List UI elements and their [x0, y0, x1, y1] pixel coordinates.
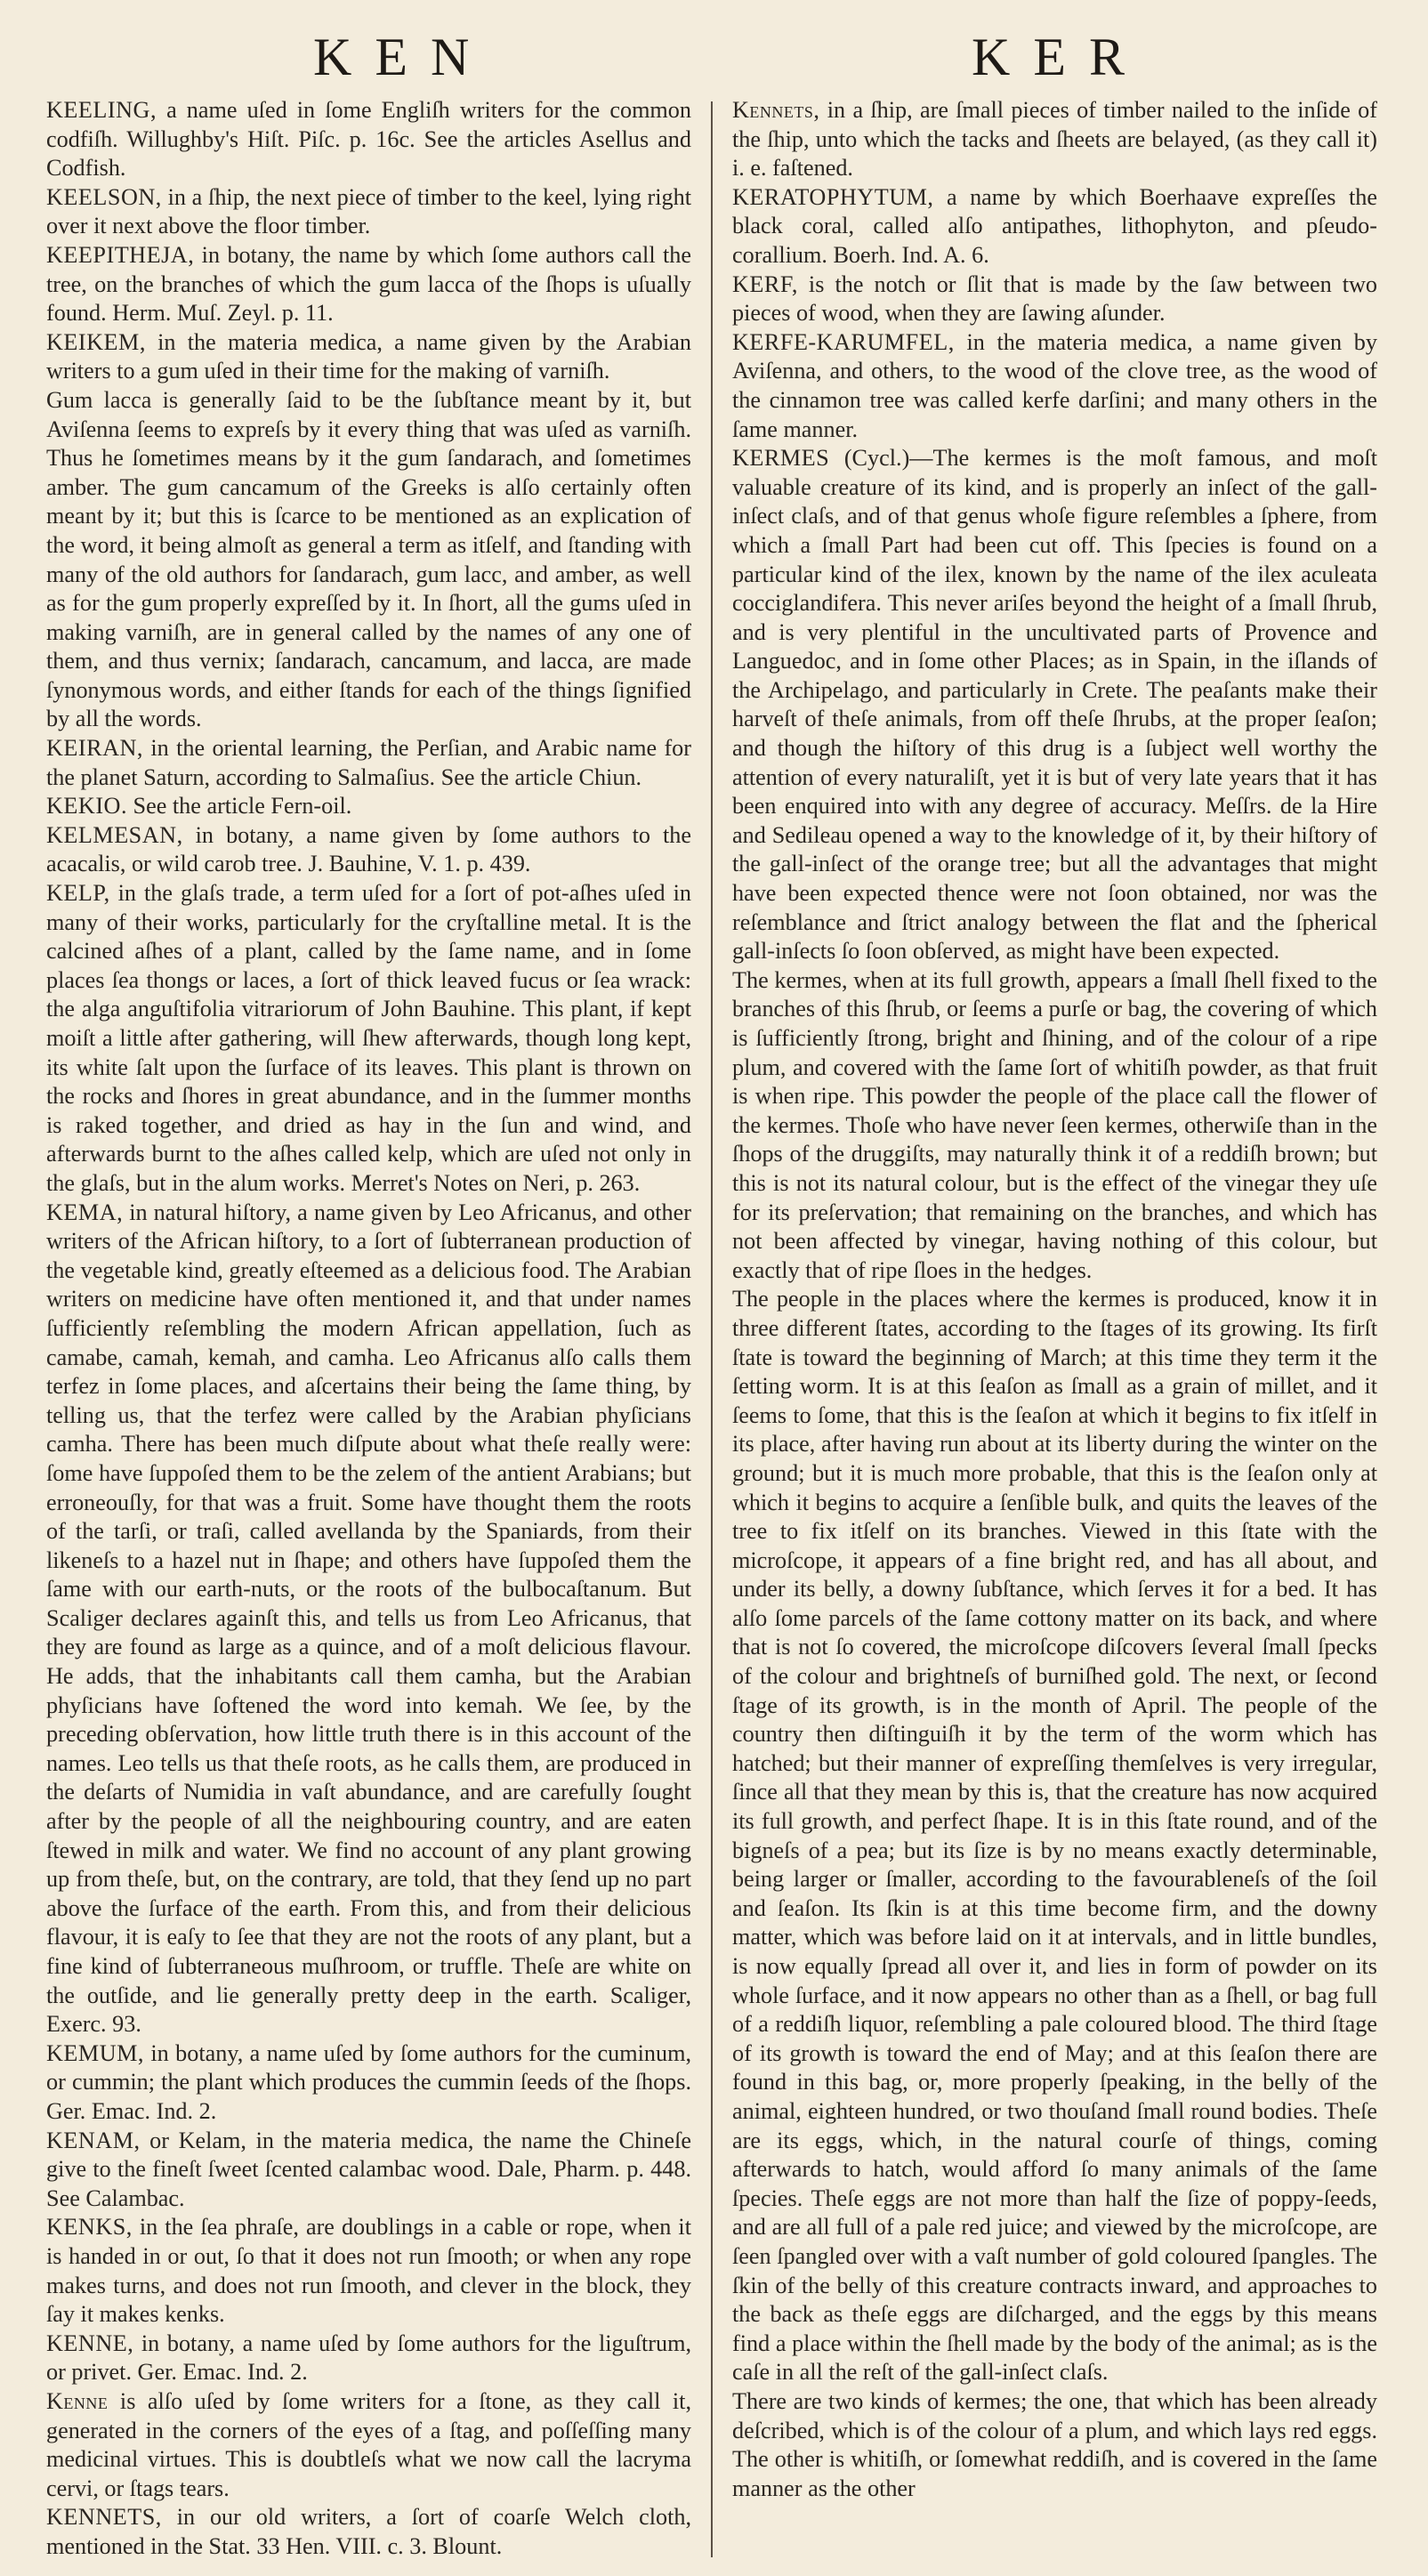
dictionary-entry: [46, 2387, 691, 2503]
entry-text: in natural hiſtory, a name given by Leo Africanus, and other writers of the African hiſtory, to a ſort of ſubterranean production of the vegetable kind, greatly eſteemed as a delicious food. The Arabian writers on medicine have often mentioned it, and that under names ſufficiently reſembling the modern African appellation, ſuch as camabe, camah, kemah, and camha. Leo Africanus alſo calls them terfez in ſome places, and aſcertains their being the ſame thing, by telling us, that the terfez were called by the Arabian phyſicians camha. There has been much diſpute about what theſe really were: ſome have ſuppoſed them to be the zelem of the antient Arabians; but erroneouſly, for that was a fruit. Some have thought them the roots of the tarſi, or traſi, called avellanda by the Spaniards, from their likeneſs to a hazel nut in ſhape; and others have ſuppoſed them the ſame with our earth-nuts, or the roots of the bulbocaſtanum. But Scaliger declares againſt this, and tells us from Leo Africanus, that they are found as large as a quince, and of a moſt delicious flavour. He adds, that the inhabitants call them camha, but the Arabian phyſicians have ſoftened the word into kemah. We ſee, by the preceding obſervation, how little truth there is in this account of the names. Leo tells us that theſe roots, as he calls them, are produced in the deſarts of Numidia in vaſt abundance, and are carefully ſought after by the people of all the neighbouring country, and are eaten ſtewed in milk and water. We find no account of any plant growing up from theſe, but, on the contrary, are told, that they ſend up no part above the ſurface of the earth. From this, and from their delicious flavour, it is eaſy to ſee that they are not the roots of any plant, but a fine kind of ſubterraneous muſhroom, or truffle. Theſe are white on the outſide, and lie generally pretty deep in the earth. Scaliger, Exerc. 93.: [46, 1199, 691, 2038]
entry-text: is the notch or ſlit that is made by the ſaw between two pieces of wood, when they are ſawing aſunder.: [732, 271, 1377, 327]
entry-text: or Kelam, in the materia medica, the name the Chineſe give to the fineſt ſweet ſcented calambac wood. Dale, Pharm. p. 448. See Calambac.: [46, 2127, 691, 2211]
dictionary-entry: [46, 183, 691, 241]
dictionary-entry: [732, 1285, 1377, 2387]
entry-headword: KEELSON,: [46, 183, 162, 210]
dictionary-entry: [46, 2330, 691, 2387]
dictionary-entry: [46, 2127, 691, 2214]
dictionary-entry: [46, 241, 691, 328]
entry-headword: KEKIO.: [46, 793, 127, 820]
entry-text: (Cycl.)—The kermes is the moſt famous, and moſt valuable creature of its kind, and is properly an inſect of the gall-inſect claſs, and of that genus whoſe figure reſembles a ſphere, from which a ſmall Part had been cut off. This ſpecies is found on a particular kind of the ilex, known by the name of the ilex aculeata cocciglandifera. This never ariſes beyond the height of a ſmall ſhrub, and is very plentiful in the uncultivated parts of Provence and Languedoc, and in ſome other Places; as in Spain, in the iſlands of the Archipelago, and particularly in Crete. The peaſants make their harveſt of theſe animals, from off theſe ſhrubs, at the proper ſeaſon; and though the hiſtory of this drug is a ſubject well worthy the attention of every naturaliſt, yet it is but of very late years that it has been enquired into with any degree of accuracy. Meſſrs. de la Hire and Sedileau opened a way to the knowledge of it, by their hiſtory of the gall-inſect of the orange tree; but all the advantages that might have been expected thence were not ſoon obtained, nor was the reſemblance and ſtrict analogy between the flat and the ſpherical gall-inſects ſo ſoon obſerved, as might have been expected.: [732, 445, 1377, 965]
dictionary-entry: [732, 2387, 1377, 2503]
entry-text: There are two kinds of kermes; the one, that which has been already deſcribed, which is of the colour of a plum, and which lays red eggs. The other is whitiſh, or ſomewhat reddiſh, and is covered in the ſame manner as the other: [732, 2387, 1377, 2501]
entry-headword: Kennets,: [732, 97, 820, 123]
dictionary-entry: [732, 966, 1377, 1286]
text-columns: [46, 96, 1382, 2561]
entry-headword: KENNE,: [46, 2330, 134, 2356]
dictionary-entry: [46, 386, 691, 734]
dictionary-entry: [732, 271, 1377, 328]
dictionary-entry: [46, 2503, 691, 2561]
entry-headword: KELP,: [46, 880, 110, 907]
entry-text: in a ſhip, are ſmall pieces of timber nailed to the inſide of the ſhip, unto which the tacks and ſheets are belayed, (as they call it) i. e. faſtened.: [732, 97, 1377, 182]
entry-text: in the materia medica, a name given by Aviſenna, and others, to the wood of the clove tree, as the wood of the cinnamon tree was called kerfe darſini; and many others in the ſame manner.: [732, 328, 1377, 442]
entry-text: in the glaſs trade, a term uſed for a ſort of pot-aſhes uſed in many of their works, particularly for the cryſtalline metal. It is the calcined aſhes of a plant, called by the ſame name, and in ſome places ſea thongs or laces, a ſort of thick leaved fucus or ſea wrack: the alga anguſtifolia vitrariorum of John Bauhine. This plant, if kept moiſt a little after gathering, will ſhew afterwards, though long kept, its white ſalt upon the ſurface of its leaves. This plant is thrown on the rocks and ſhores in great abundance, and in the ſummer months is raked together, and dried as hay in the ſun and wind, and afterwards burnt to the aſhes called kelp, which are uſed not only in the glaſs, but in the alum works. Merret's Notes on Neri, p. 263.: [46, 880, 691, 1196]
entry-text: in the materia medica, a name given by the Arabian writers to a gum uſed in their time for the making of varniſh.: [46, 328, 691, 384]
entry-headword: KERATOPHYTUM,: [732, 183, 934, 210]
dictionary-entry: [732, 96, 1377, 183]
entry-text: Gum lacca is generally ſaid to be the ſubſtance meant by it, but Aviſenna ſeems to expreſs by it every thing that was uſed as varniſh. Thus he ſometimes means by it the gum ſandarach, and ſometimes amber. The gum cancamum of the Greeks is alſo certainly often meant by it; but this is ſcarce to be mentioned as an explication of the word, it being almoſt as general a term as itſelf, and ſtanding with many of the old authors for ſandarach, gum lacc, and amber, as well as for the gum properly expreſſed by it. In ſhort, all the gums uſed in making varniſh, are in general called by the names of any one of them, and thus vernix; ſandarach, cancamum, and lacca, are made ſynonymous words, and either ſtands for each of the things ſignified by all the words.: [46, 386, 691, 732]
entry-text: in botany, a name uſed by ſome authors for the cuminum, or cummin; the plant which produces the cummin ſeeds of the ſhops. Ger. Emac. Ind. 2.: [46, 2039, 691, 2124]
dictionary-entry: [46, 734, 691, 792]
dictionary-entry: [46, 96, 691, 183]
entry-headword: KENKS,: [46, 2214, 133, 2241]
entry-headword: KEMA,: [46, 1199, 124, 1225]
dictionary-entry: [46, 328, 691, 386]
entry-headword: Kenne: [46, 2387, 109, 2414]
entry-text: in a ſhip, the next piece of timber to the keel, lying right over it next above the floor timber.: [46, 183, 691, 239]
dictionary-entry: [732, 183, 1377, 271]
page-header: [46, 27, 1382, 89]
dictionary-entry: [46, 821, 691, 879]
dictionary-entry: [46, 2039, 691, 2127]
dictionary-entry: [46, 1199, 691, 2039]
entry-headword: KENNETS,: [46, 2504, 162, 2531]
running-head-right: KER: [972, 28, 1148, 86]
entry-headword: KEIKEM,: [46, 328, 146, 355]
left-column: [46, 96, 711, 2561]
entry-headword: KELMESAN,: [46, 821, 183, 848]
dictionary-entry: [732, 328, 1377, 444]
entry-text: in our old writers, a ſort of coarſe Welch cloth, mentioned in the Stat. 33 Hen. VIII. c. 3. Blount.: [46, 2504, 691, 2559]
dictionary-entry: [46, 792, 691, 821]
right-column: [713, 96, 1377, 2561]
entry-headword: KERMES: [732, 445, 830, 472]
entry-text: The kermes, when at its full growth, appears a ſmall ſhell fixed to the branches of this ſhrub, or ſeems a purſe or bag, the covering of which is ſufficiently ſtrong, bright and ſhining, and of the colour of a ripe plum, and covered with the ſame ſort of whitiſh powder, as that fruit is when ripe. This powder the people of the place call the flower of the kermes. Thoſe who have never ſeen kermes, otherwiſe than in the ſhops of the druggiſts, may naturally think it of a reddiſh brown; but this is not its natural colour, but is the effect of the vinegar they uſe for its preſervation; that remaining on the branches, and which has not been affected by vinegar, having nothing of this colour, but exactly that of ripe ſloes in the hedges.: [732, 966, 1377, 1283]
entry-text: a name uſed in ſome Engliſh writers for the common codfiſh. Willughby's Hiſt. Piſc. p. 16c. See the articles Asellus and Codfish.: [46, 97, 691, 182]
entry-text: in botany, a name uſed by ſome authors for the liguſtrum, or privet. Ger. Emac. Ind. 2.: [46, 2330, 691, 2386]
dictionary-entry: [732, 444, 1377, 966]
running-head-left: KEN: [313, 28, 493, 86]
entry-text: in the oriental learning, the Perſian, and Arabic name for the planet Saturn, according to Salmaſius. See the article Chiun.: [46, 735, 691, 790]
entry-text: in botany, a name given by ſome authors to the acacalis, or wild carob tree. J. Bauhine, V. 1. p. 439.: [46, 821, 691, 877]
entry-text: See the article Fern-oil.: [127, 793, 352, 820]
entry-headword: KEMUM,: [46, 2039, 144, 2066]
entry-text: a name by which Boerhaave expreſſes the black coral, called alſo antipathes, lithophyton, and pſeudo-corallium. Boerh. Ind. A. 6.: [732, 183, 1377, 268]
entry-headword: KEIRAN,: [46, 735, 143, 762]
dictionary-entry: [46, 879, 691, 1199]
entry-text: in the ſea phraſe, are doublings in a cable or rope, when it is handed in or out, ſo that it does not run ſmooth; or when any rope makes turns, and does not run ſmooth, and clever in the block, they ſay it makes kenks.: [46, 2214, 691, 2328]
entry-headword: KEELING,: [46, 97, 157, 123]
entry-text: is alſo uſed by ſome writers for a ſtone, as they call it, generated in the corners of the eyes of a ſtag, and poſſeſſing many medicinal virtues. This is doubtleſs what we now call the lacryma cervi, or ſtags tears.: [46, 2387, 691, 2501]
dictionary-entry: [46, 2213, 691, 2329]
entry-headword: KERFE-KARUMFEL,: [732, 328, 955, 355]
entry-headword: KERF,: [732, 271, 798, 297]
entry-headword: KENAM,: [46, 2127, 141, 2153]
entry-text: in botany, the name by which ſome authors call the tree, on the branches of which the gum lacca of the ſhops is uſually found. Herm. Muſ. Zeyl. p. 11.: [46, 241, 691, 327]
entry-text: The people in the places where the kermes is produced, know it in three different ſtates, according to the ſtages of its growing. Its firſt ſtate is toward the beginning of March; at this time they term it the ſetting worm. It is at this ſeaſon as ſmall as a grain of millet, and it ſeems to ſome, that this is the ſeaſon at which it begins to fix itſelf in its place, after having run about at its liberty during the winter on the ground; but it is much more probable, that this is the ſeaſon only at which it begins to acquire a ſenſible bulk, and quits the leaves of the tree to fix itſelf on its branches. Viewed in this ſtate with the microſcope, it appears of a fine bright red, and has all about, and under its belly, a downy ſubſtance, which ſerves it for a bed. It has alſo ſome parcels of the ſame cottony matter on its back, and where that is not ſo covered, the microſcope diſcovers ſeveral ſmall ſpecks of the colour and brightneſs of burniſhed gold. The next, or ſecond ſtage of its growth, is in the month of April. The people of the country then diſtinguiſh it by the term of the worm which has hatched; but their manner of expreſſing themſelves is very irregular, ſince all that they mean by this is, that the creature has now acquired its full growth, and perfect ſhape. It is in this ſtate round, and of the bigneſs of a pea; but its ſize is by no means exactly determinable, being larger or ſmaller, according to the favourableneſs of the ſoil and ſeaſon. Its ſkin is at this time become firm, and the downy matter, which was before laid on it at intervals, and in little bundles, is now equally ſpread all over it, and lies in form of powder on its whole ſurface, and it now appears no other than as a ſhell, or bag full of a reddiſh liquor, reſembling a pale coloured blood. The third ſtage of its growth is toward the end of May; and at this ſeaſon there are found in this bag, or, more properly ſpeaking, in the belly of the animal, eighteen hundred, or two thouſand ſmall round bodies. Theſe are its eggs, which, in the natural courſe of things, coming afterwards to hatch, would afford ſo many animals of the ſame ſpecies. Theſe eggs are not more than half the ſize of poppy-ſeeds, and are all full of a pale red juice; and viewed by the microſcope, are ſeen ſpangled over with a vaſt number of gold coloured ſpangles. The ſkin of the belly of this creature contracts inward, and approaches to the back as theſe eggs are diſcharged, and the eggs by this means find a place within the ſhell made by the body of the animal; as is the caſe in all the reſt of the gall-inſect claſs.: [732, 1286, 1377, 2386]
entry-headword: KEEPITHEJA,: [46, 241, 195, 268]
